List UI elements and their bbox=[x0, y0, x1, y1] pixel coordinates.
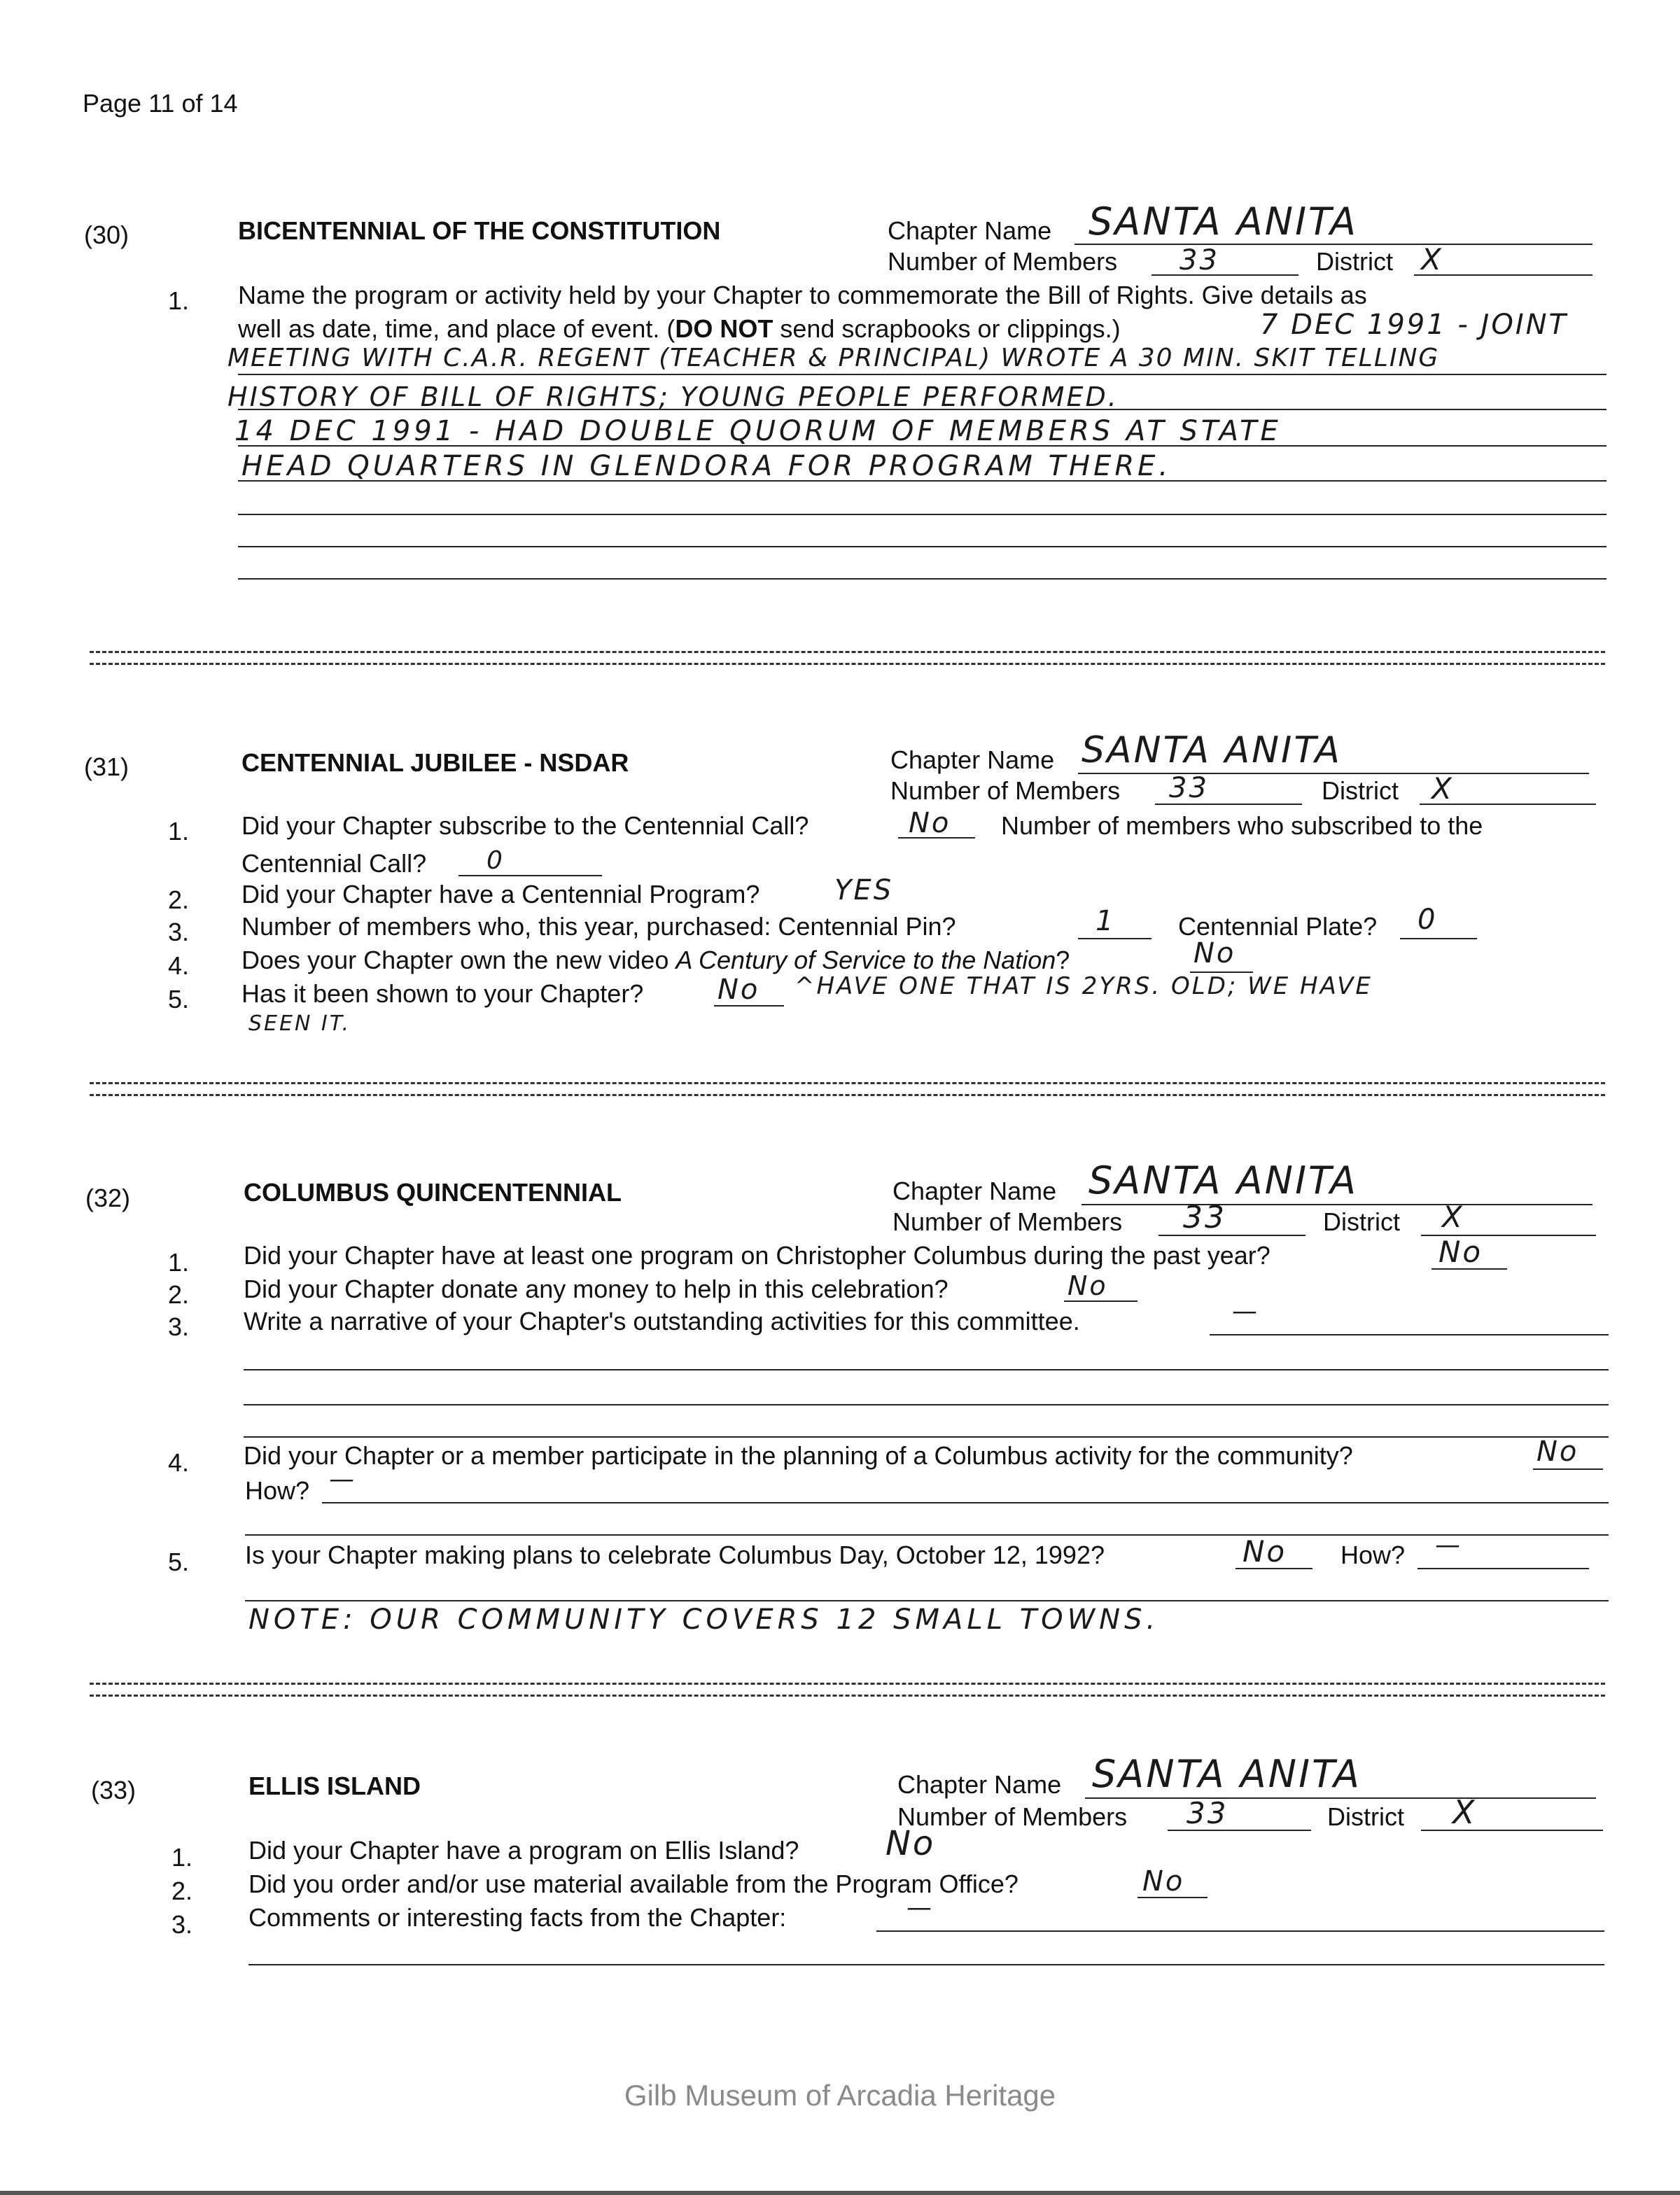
question-text: Did your Chapter donate any money to help in this celebration? bbox=[244, 1275, 948, 1303]
question-text: Did your Chapter have a program on Ellis Island? bbox=[248, 1836, 799, 1865]
district-value: X bbox=[1442, 1200, 1464, 1234]
answer: No bbox=[718, 974, 760, 1006]
question-text: Has it been shown to your Chapter? bbox=[241, 979, 644, 1008]
members-value: 33 bbox=[1183, 1200, 1226, 1235]
question-text: Does your Chapter own the new video A Century of Service to the Nation? bbox=[241, 946, 1070, 974]
answer-line-1: 7 DEC 1991 - JOINT bbox=[1260, 309, 1568, 341]
district-label: District bbox=[1316, 247, 1393, 276]
members-value: 33 bbox=[1180, 244, 1219, 276]
watermark: Gilb Museum of Arcadia Heritage bbox=[624, 2079, 1056, 2112]
how-answer: — bbox=[1435, 1531, 1462, 1559]
members-label: Number of Members bbox=[892, 1207, 1123, 1236]
answer: — bbox=[906, 1893, 934, 1922]
district-value: X bbox=[1432, 771, 1454, 806]
section-divider bbox=[90, 1683, 1605, 1697]
question-number: 2. bbox=[168, 885, 190, 914]
district-label: District bbox=[1323, 1207, 1400, 1236]
answer: No bbox=[886, 1824, 936, 1863]
question-number: 5. bbox=[168, 1548, 190, 1576]
answer-2: 0 bbox=[1418, 904, 1438, 936]
question-text: Did your Chapter or a member participate in the planning of a Columbus activity for the community? bbox=[244, 1441, 1353, 1470]
question-text: Did your Chapter have a Centennial Program? bbox=[241, 880, 760, 909]
section-title: ELLIS ISLAND bbox=[248, 1772, 421, 1800]
section-number: (32) bbox=[85, 1184, 131, 1212]
how-label: How? bbox=[1340, 1541, 1406, 1569]
question-number: 2. bbox=[168, 1280, 190, 1309]
answer: No bbox=[1242, 1534, 1287, 1569]
chapter-name-value: SANTA ANITA bbox=[1088, 1158, 1358, 1202]
answer-line-5: HEAD QUARTERS IN GLENDORA FOR PROGRAM THERE. bbox=[241, 450, 1172, 482]
question-text: Name the program or activity held by your Chapter to commemorate the Bill of Rights. Give details as bbox=[238, 281, 1367, 309]
section-title: BICENTENNIAL OF THE CONSTITUTION bbox=[238, 216, 721, 245]
district-label: District bbox=[1327, 1802, 1404, 1831]
chapter-name-label: Chapter Name bbox=[888, 216, 1052, 245]
section-divider bbox=[90, 651, 1605, 665]
question-number: 2. bbox=[172, 1877, 193, 1905]
question-number: 3. bbox=[168, 918, 190, 946]
answer: — bbox=[1232, 1297, 1259, 1326]
question-text: Write a narrative of your Chapter's outstanding activities for this committee. bbox=[244, 1307, 1080, 1335]
district-label: District bbox=[1322, 776, 1399, 805]
question-number: 1. bbox=[168, 1248, 190, 1277]
members-value: 33 bbox=[1169, 772, 1209, 804]
answer: 1 bbox=[1096, 905, 1116, 937]
how-answer: — bbox=[329, 1465, 356, 1494]
question-text-2: well as date, time, and place of event. (DO NOT send scrapbooks or clippings.) bbox=[238, 314, 1121, 343]
how-label: How? bbox=[245, 1476, 310, 1505]
question-number: 3. bbox=[172, 1910, 193, 1939]
question-number: 1. bbox=[168, 286, 190, 315]
members-label: Number of Members bbox=[888, 247, 1118, 276]
question-number: 3. bbox=[168, 1312, 190, 1341]
answer-note-2: SEEN IT. bbox=[248, 1011, 351, 1036]
question-number: 4. bbox=[168, 951, 190, 980]
chapter-name-value: SANTA ANITA bbox=[1092, 1752, 1362, 1796]
chapter-name-value: SANTA ANITA bbox=[1082, 729, 1342, 771]
section-title: CENTENNIAL JUBILEE - NSDAR bbox=[241, 748, 629, 777]
question-number: 1. bbox=[168, 817, 190, 846]
answer: No bbox=[1068, 1270, 1108, 1301]
question-text: Is your Chapter making plans to celebrate Columbus Day, October 12, 1992? bbox=[245, 1541, 1105, 1569]
question-text-2: Number of members who subscribed to the bbox=[1001, 811, 1483, 840]
section-number: (33) bbox=[91, 1776, 136, 1804]
answer-line-4: 14 DEC 1991 - HAD DOUBLE QUORUM OF MEMBERS AT STATE bbox=[234, 415, 1282, 447]
answer: No bbox=[909, 807, 951, 839]
question-text: Did your Chapter subscribe to the Centennial Call? bbox=[241, 811, 809, 840]
answer-line-3: HISTORY OF BILL OF RIGHTS; YOUNG PEOPLE PERFORMED. bbox=[227, 381, 1119, 412]
question-text: Comments or interesting facts from the Chapter: bbox=[248, 1903, 787, 1932]
answer: YES bbox=[834, 874, 894, 906]
answer-note: ^HAVE ONE THAT IS 2YRS. OLD; WE HAVE bbox=[794, 972, 1373, 1000]
members-label: Number of Members bbox=[897, 1802, 1128, 1831]
answer-2: 0 bbox=[486, 846, 505, 875]
question-text-2: Centennial Plate? bbox=[1178, 912, 1378, 941]
question-number: 5. bbox=[168, 985, 190, 1014]
section-number: (30) bbox=[84, 220, 130, 249]
section-title: COLUMBUS QUINCENTENNIAL bbox=[244, 1178, 622, 1207]
question-text-3: Centennial Call? bbox=[241, 849, 427, 878]
answer: No bbox=[1142, 1865, 1185, 1898]
chapter-name-value: SANTA ANITA bbox=[1088, 199, 1358, 244]
district-value: X bbox=[1452, 1793, 1477, 1831]
question-text: Number of members who, this year, purchased: Centennial Pin? bbox=[241, 912, 956, 941]
answer-line-2: MEETING WITH C.A.R. REGENT (TEACHER & PRINCIPAL) WROTE A 30 MIN. SKIT TELLING bbox=[227, 344, 1440, 372]
question-text: Did you order and/or use material available from the Program Office? bbox=[248, 1870, 1018, 1898]
chapter-name-label: Chapter Name bbox=[890, 745, 1055, 774]
answer: No bbox=[1194, 937, 1236, 969]
question-number: 1. bbox=[172, 1843, 193, 1872]
note: NOTE: OUR COMMUNITY COVERS 12 SMALL TOWNS. bbox=[248, 1604, 1160, 1636]
answer: No bbox=[1438, 1235, 1483, 1269]
bottom-edge bbox=[0, 2191, 1680, 2195]
page-number: Page 11 of 14 bbox=[83, 89, 238, 118]
chapter-name-label: Chapter Name bbox=[892, 1177, 1057, 1205]
answer: No bbox=[1536, 1436, 1579, 1468]
section-number: (31) bbox=[84, 752, 130, 781]
chapter-name-label: Chapter Name bbox=[897, 1770, 1062, 1799]
question-text: Did your Chapter have at least one program on Christopher Columbus during the past year? bbox=[244, 1241, 1270, 1270]
members-label: Number of Members bbox=[890, 776, 1121, 805]
district-value: X bbox=[1421, 242, 1443, 276]
section-divider bbox=[90, 1082, 1605, 1096]
question-number: 4. bbox=[168, 1448, 190, 1477]
members-value: 33 bbox=[1186, 1796, 1228, 1830]
